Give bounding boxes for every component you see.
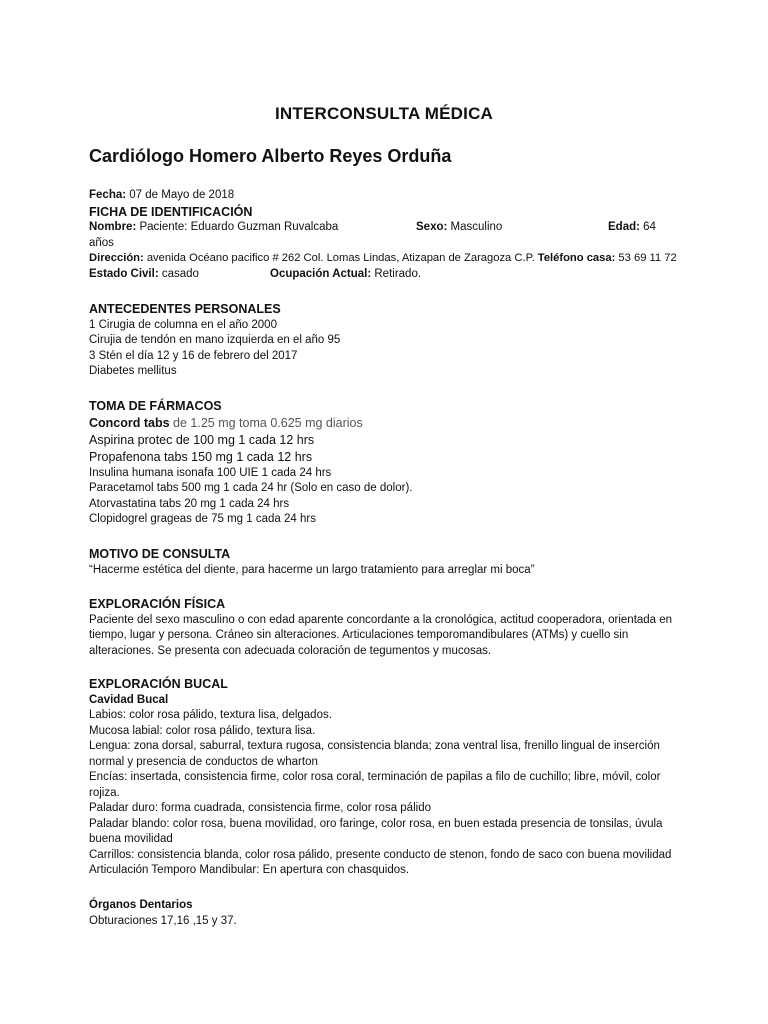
propafenona-line: Propafenona tabs 150 mg 1 cada 12 hrs [89,449,313,464]
occupation-field [270,267,421,283]
age-units: años [89,236,114,249]
exploracion-line: tiempo, lugar y persona. Cráneo sin alteraciones. Articulaciones temporomandibulares (ATMs) y cuello sin [89,629,629,641]
age-field [608,220,656,236]
organos-text: Obturaciones 17,16 ,15 y 37. [89,914,237,927]
phone-value: 53 69 11 72 [615,252,677,264]
document-title: INTERCONSULTA MÉDICA [274,104,494,123]
occupation-value: Retirado. [371,267,422,280]
motivo-heading: MOTIVO DE CONSULTA [89,547,231,561]
bucal-line: Carrillos: consistencia blanda, color rosa pálido, presente conducto de stenon, fondo de saco con buena movilidad [89,848,672,861]
bucal-line: Paladar blando: color rosa, buena movilidad, oro faringe, color rosa, en buen estada presencia de tonsilas, úvula [89,817,663,830]
antecedente-item: 3 Stén el día 12 y 16 de febrero del 2017 [89,349,298,362]
sex-field [416,220,502,236]
motivo-text: “Hacerme estética del diente, para hacerme un largo tratamiento para arreglar mi boca” [89,563,535,576]
name-label: Nombre: [89,221,137,233]
bucal-heading: EXPLORACIÓN BUCAL [89,677,228,691]
bucal-line: Encías: insertada, consistencia firme, color rosa coral, terminación de papilas a filo de cuchillo; libre, móvil, color [89,771,661,783]
exploracion-section [89,597,689,659]
bucal-line: Labios: color rosa pálido, textura lisa, delgados. [89,709,332,721]
bucal-line: normal y presencia de conductos de wharton [89,755,318,768]
antecedente-item: Diabetes mellitus [89,365,177,377]
name-field [89,220,338,236]
date-value: 07 de Mayo de 2018 [126,189,235,201]
motivo-section [89,547,689,578]
name-row [89,220,689,236]
address-label: Dirección: [89,252,144,264]
name-value: Paciente: Eduardo Guzman Ruvalcaba [136,221,339,233]
bucal-section [89,677,689,879]
address-line [89,251,689,267]
date-label: Fecha: [89,189,127,201]
bucal-line: Lengua: zona dorsal, saburral, textura rugosa, consistencia blanda; zona ventral lisa, frenillo lingual de inserción [89,740,660,752]
age-value: 64 [639,221,656,233]
age-label: Edad: [608,221,640,233]
antecedente-item: Cirujia de tendón en mano izquierda en el año 95 [89,334,341,346]
bucal-line: buena movilidad [89,833,173,845]
civil-row [89,267,689,283]
occupation-label: Ocupación Actual: [270,267,372,280]
antecedente-item: 1 Cirugia de columna en el año 2000 [89,318,277,331]
civil-label: Estado Civil: [89,267,159,280]
bucal-line: Articulación Temporo Mandibular: En apertura con chasquidos. [89,864,410,876]
antecedentes-section [89,302,689,380]
bucal-line: rojiza. [89,786,120,799]
antecedentes-heading: ANTECEDENTES PERSONALES [89,302,281,316]
farmaco-item: Insulina humana isonafa 100 UIE 1 cada 24 hrs [89,466,332,479]
organos-section [89,898,689,929]
organos-heading: Órganos Dentarios [89,899,193,911]
ficha-heading: FICHA DE IDENTIFICACIÓN [89,204,253,219]
date-line [89,188,689,204]
concord-dose: de 1.25 mg toma 0.625 mg diarios [169,415,363,430]
doctor-name: Cardiólogo Homero Alberto Reyes Orduña [89,146,452,166]
farmaco-item: Clopidogrel grageas de 75 mg 1 cada 24 hrs [89,513,316,525]
farmacos-section [89,399,689,528]
exploracion-line: Paciente del sexo masculino o con edad aparente concordante a la cronológica, actitud cooperadora, orientada en [89,613,673,626]
farmaco-item: Atorvastatina tabs 20 mg 1 cada 24 hrs [89,497,290,510]
bucal-line: Paladar duro: forma cuadrada, consistencia firme, color rosa pálido [89,802,431,814]
exploracion-heading: EXPLORACIÓN FÍSICA [89,597,226,611]
farmacos-heading: TOMA DE FÁRMACOS [89,399,222,413]
concord-name: Concord tabs [89,415,170,430]
bucal-line: Mucosa labial: color rosa pálido, textura lisa. [89,724,316,737]
sex-label: Sexo: [416,221,448,233]
aspirina-line: Aspirina protec de 100 mg 1 cada 12 hrs [89,432,315,447]
cavidad-heading: Cavidad Bucal [89,693,169,706]
civil-value: casado [158,267,199,280]
identification-section [89,188,689,282]
farmaco-item: Paracetamol tabs 500 mg 1 cada 24 hr (Solo en caso de dolor). [89,482,413,494]
sex-value: Masculino [447,221,503,233]
concord-line [89,415,689,432]
phone-label: Teléfono casa: [534,252,616,264]
civil-field [89,267,199,283]
address-value: avenida Océano pacifico # 262 Col. Lomas Lindas, Atizapan de Zaragoza C.P. [143,252,535,264]
exploracion-line: alteraciones. Se presenta con adecuada coloración de tegumentos y mucosas. [89,644,492,657]
